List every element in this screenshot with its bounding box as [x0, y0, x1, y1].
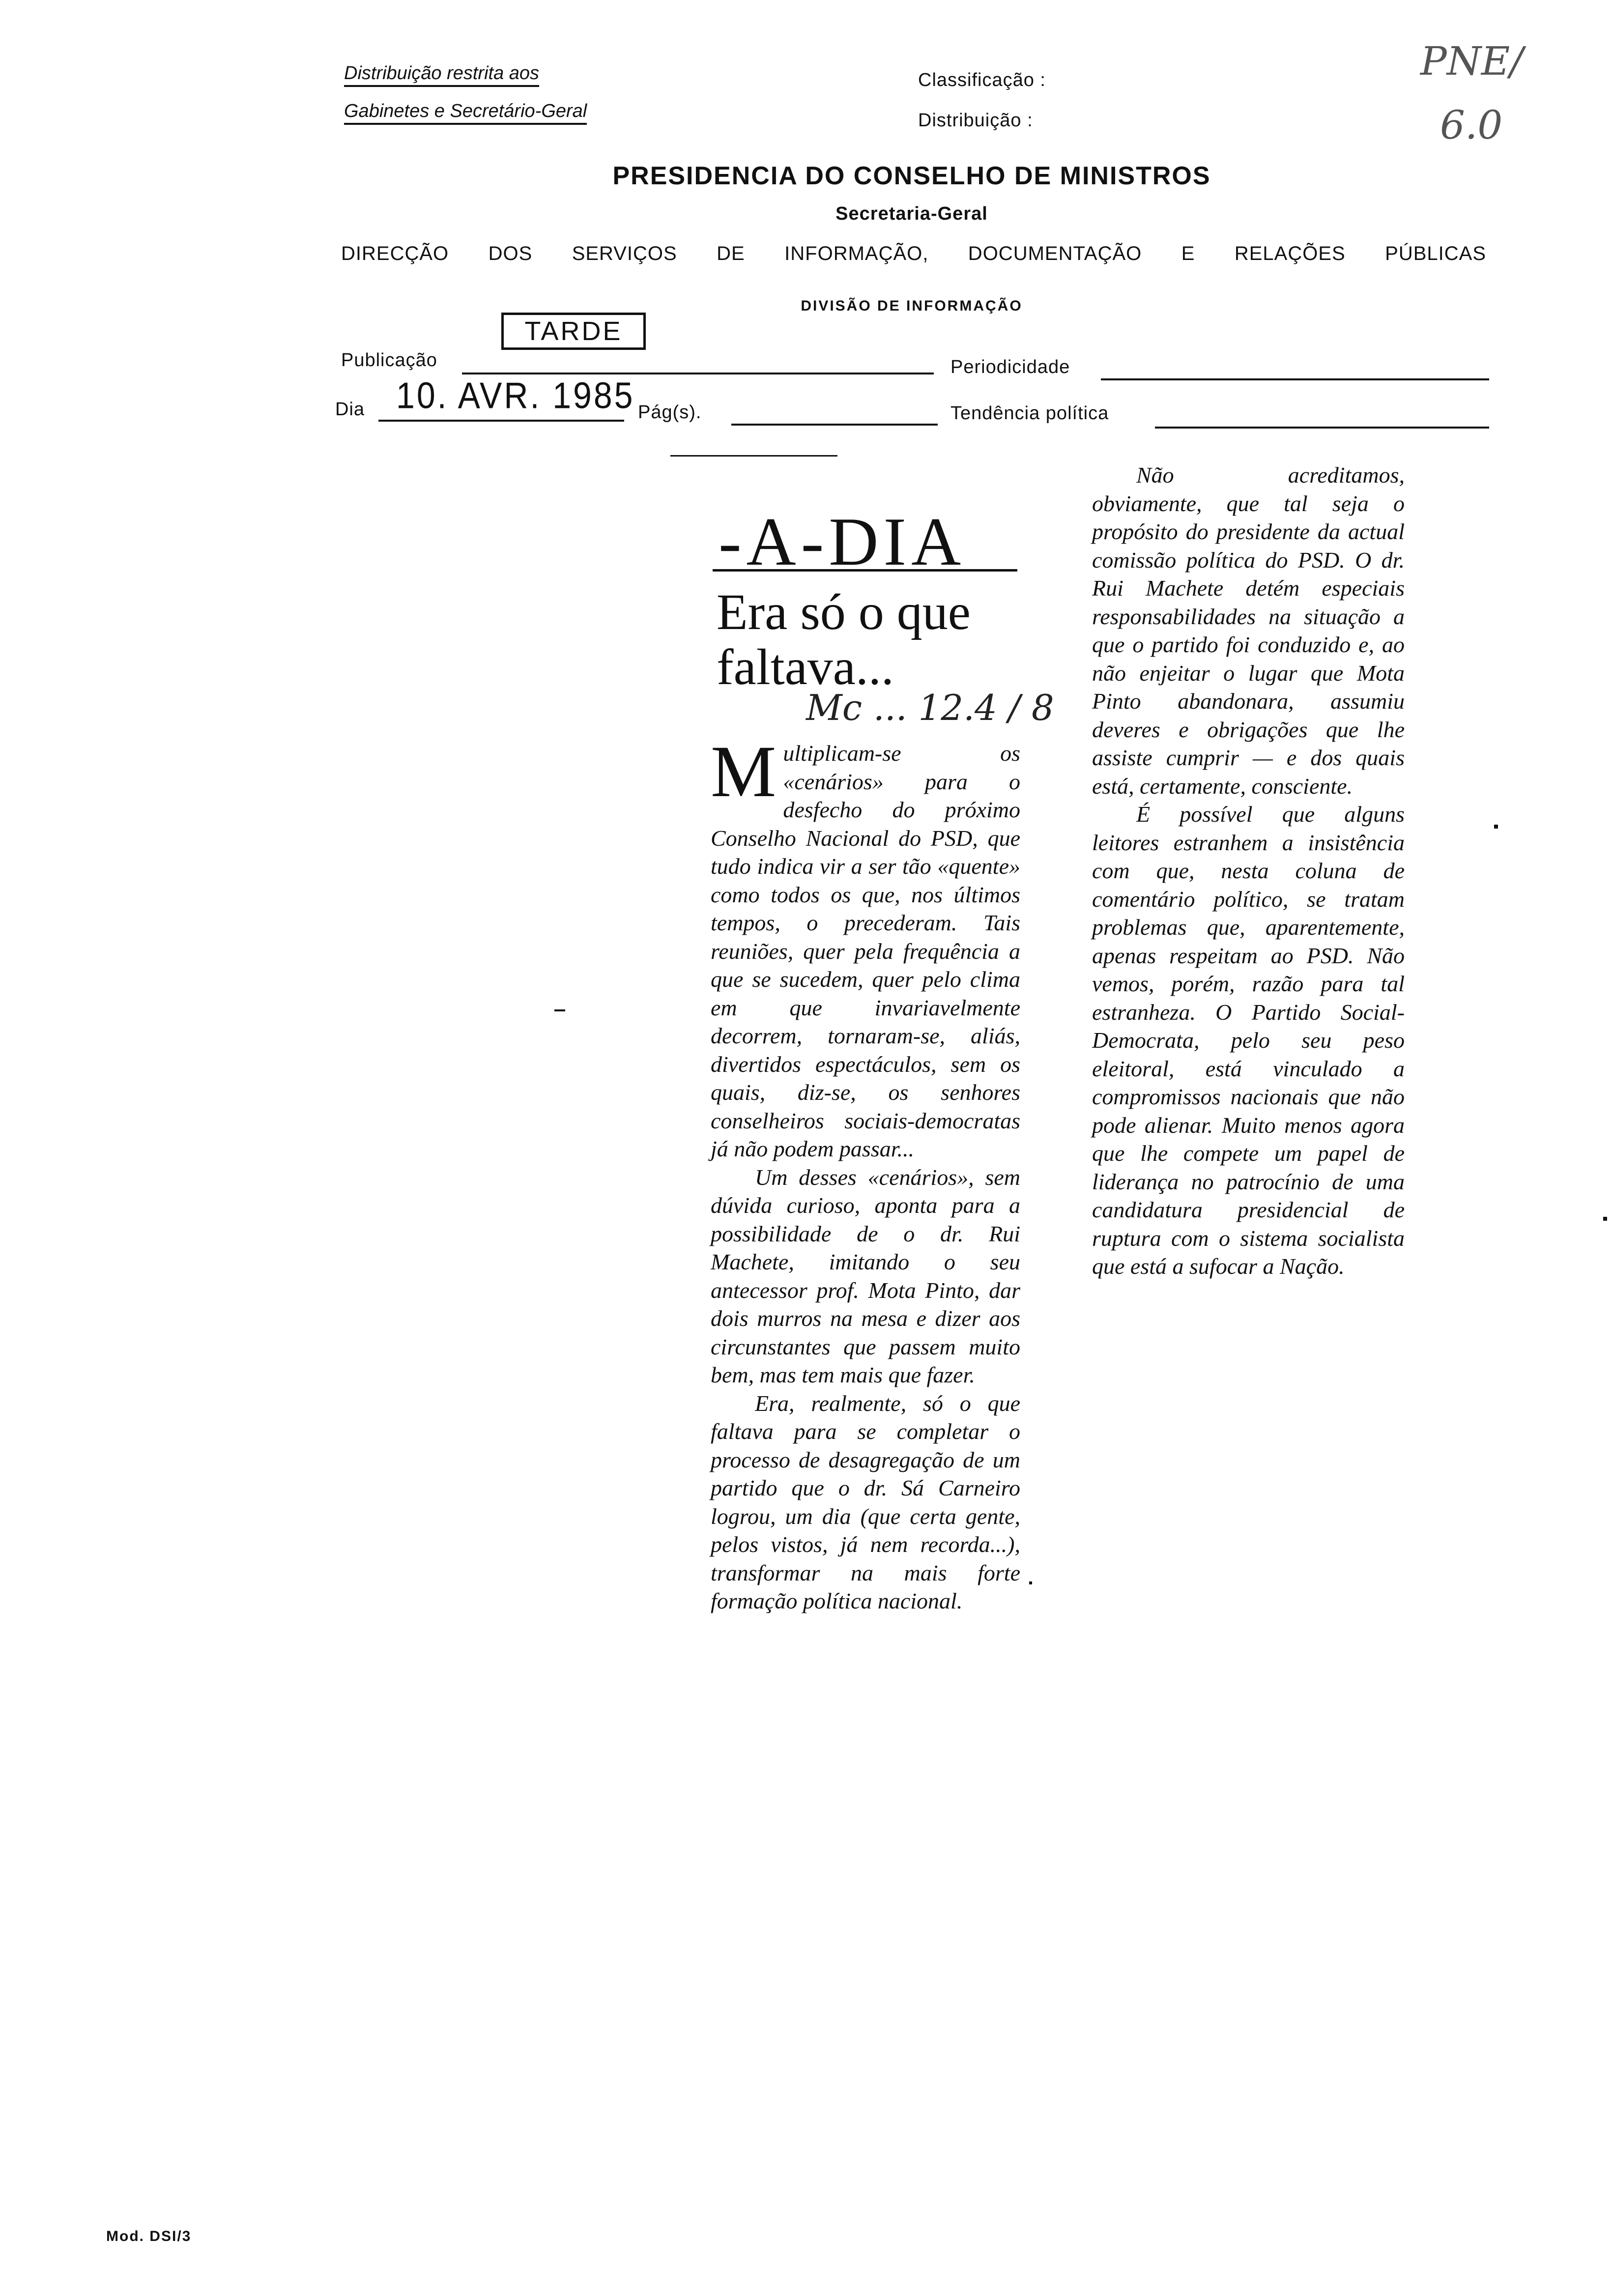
column-1-paragraph-1-text: ultiplicam-se os «cenários» para o desfecho do próximo Conselho Nacional do PSD, que tudo indica vir a ser tão «quente» como todos os que, nos últimos tempos, o precederam. Tais reuniões, quer pela frequência a que se sucedem, quer pelo clima em que invariavelmente decorrem, tornaram-se, aliás, divertidos espectáculos, sem os quais, diz-se, os senhores conselheiros sociais-democratas já não podem passar... [711, 741, 1020, 1161]
column-1-paragraph-1 [711, 731, 1020, 1163]
article-column-1 [711, 731, 1020, 1615]
directorate-line: DIRECÇÃO DOS SERVIÇOS DE INFORMAÇÃO, DOCUMENTAÇÃO E RELAÇÕES PÚBLICAS [341, 243, 1486, 264]
pages-label: Pág(s). [638, 402, 702, 423]
distribution-label: Distribuição : [918, 110, 1033, 131]
restricted-line-2: Gabinetes e Secretário-Geral [344, 101, 587, 125]
drop-cap: M [711, 731, 777, 812]
restricted-distribution [344, 63, 587, 125]
restricted-line-1: Distribuição restrita aos [344, 63, 539, 87]
handwritten-corner-note [1420, 29, 1523, 157]
scan-speck [1029, 1581, 1032, 1584]
periodicity-label: Periodicidade [950, 357, 1070, 377]
scan-speck [554, 1009, 565, 1011]
scan-speck [1603, 1217, 1607, 1221]
day-label: Dia [335, 399, 365, 420]
publication-stamp: TARDE [501, 313, 646, 350]
column-kicker: -A-DIA [719, 504, 966, 580]
classification-label: Classificação : [918, 70, 1046, 90]
headline-line-1: Era só o que [717, 584, 971, 640]
organization-title: PRESIDENCIA DO CONSELHO DE MINISTROS [612, 162, 1211, 190]
handwritten-corner-line-2: 6.0 [1440, 102, 1503, 148]
article-column-2 [1092, 461, 1405, 1281]
form-code: Mod. DSI/3 [106, 2228, 192, 2244]
scan-speck [1494, 825, 1498, 829]
column-1-paragraph-2: Um desses «cenários», sem dúvida curioso, aponta para a possibilidade de o dr. Rui Machete, imitando o seu antecessor prof. Mota Pinto, dar dois murros na mesa e dizer aos circunstantes que passem muito bem, mas tem mais que fazer. [711, 1164, 1020, 1387]
periodicity-field-line [1101, 378, 1489, 380]
date-stamp: 10. AVR. 1985 [396, 375, 635, 416]
secretariat-subtitle: Secretaria-Geral [835, 203, 988, 224]
headline-line-2: faltava... [717, 639, 894, 695]
political-tendency-field-line [1155, 427, 1489, 429]
column-1-paragraph-3: Era, realmente, só o que faltava para se completar o processo de desagregação de um partido que o dr. Sá Carneiro logrou, um dia (que certa gente, pelos vistos, já nem recorda...), transformar na mais forte formação política nacional. [711, 1390, 1020, 1613]
column-2-paragraph-2: É possível que alguns leitores estranhem a insistência com que, nesta coluna de comentário político, se tratam problemas que, aparentemente, apenas respeitam ao PSD. Não vemos, porém, razão para tal estranheza. O Partido Social-Democrata, pelo seu peso eleitoral, está vinculado a compromissos nacionais que não pode alienar. Muito menos agora que lhe compete um papel de liderança no patrocínio de uma candidatura presidencial de ruptura com o sistema socialista que está a sufocar a Nação. [1092, 802, 1405, 1279]
political-tendency-label: Tendência política [950, 403, 1109, 424]
handwritten-corner-line-1: PNE/ [1420, 38, 1524, 84]
handwritten-signature: Mc ... 12.4 / 8 [806, 687, 1054, 728]
column-2-paragraph-1: Não acreditamos, obviamente, que tal seja o propósito do presidente da actual comissão política do PSD. O dr. Rui Machete detém especiais responsabilidades na situação a que o partido foi conduzido e, ao não enjeitar o lugar que Mota Pinto abandonara, assumiu deveres e obrigações que lhe assiste cumprir — e dos quais está, certamente, consciente. [1092, 462, 1405, 799]
clipping-top-rule [670, 455, 837, 457]
pages-field-line [731, 424, 938, 426]
publication-label: Publicação [341, 350, 437, 371]
kicker-underline [713, 569, 1017, 572]
division-line: DIVISÃO DE INFORMAÇÃO [801, 298, 1023, 314]
article-headline [717, 585, 971, 695]
day-field-line [378, 420, 624, 422]
